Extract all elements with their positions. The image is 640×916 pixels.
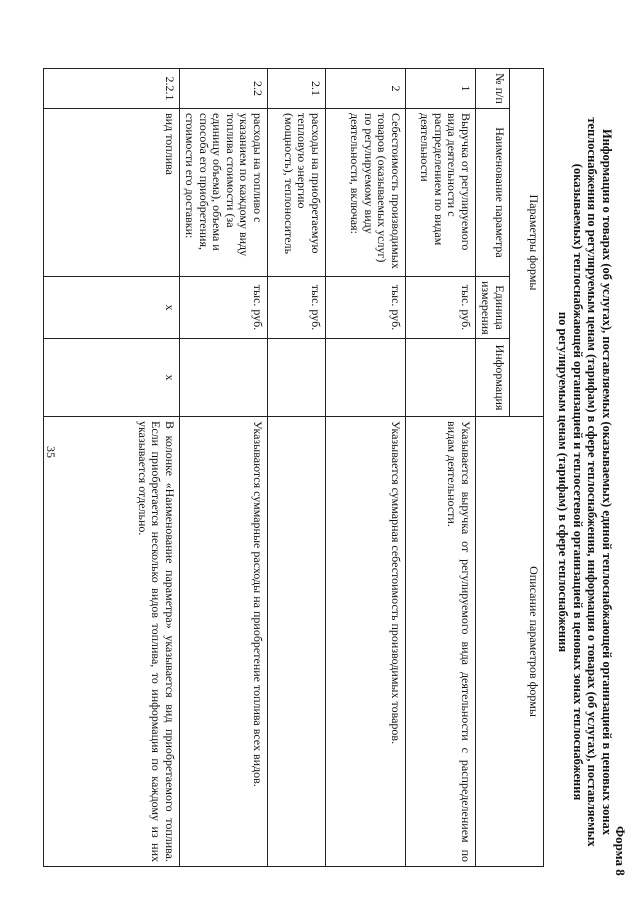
row-description: Указываются суммарные расходы на приобретение топлива всех видов. [180,417,268,867]
col-header-num: № п/п [476,69,510,109]
row-description: В колонке «Наименование параметра» указывается вид приобретаемого топлива. Если приобретается несколько видов топлива, то информация по каждому из них указывается отдельно. [44,417,180,867]
row-num: 1 [406,69,476,109]
row-unit: x [44,277,180,339]
row-unit: тыс. руб. [406,277,476,339]
table-row [326,69,406,867]
table-row [406,69,476,867]
row-info [180,339,268,417]
row-info [406,339,476,417]
row-num: 2 [326,69,406,109]
document-title [556,82,614,882]
row-name: Выручка от регулируемого вида деятельности с распределением по видам деятельности [406,109,476,277]
row-description: Указывается суммарная себестоимость производимых товаров. [326,417,406,867]
description-header: Описание параметров формы [476,417,544,867]
title-line: по регулируемым ценам (тарифам) в сфере теплоснабжения [556,311,571,653]
col-header-unit: Единица измерения [476,277,510,339]
table-row [44,69,180,867]
row-unit: тыс. руб. [326,277,406,339]
table-row [268,69,326,867]
row-name: расходы на приобретаемую тепловую энергию (мощность), теплоноситель [268,109,326,277]
row-info: x [44,339,180,417]
row-unit: тыс. руб. [268,277,326,339]
row-num: 2.2 [180,69,268,109]
row-description: Указывается выручка от регулируемого вида деятельности с распределением по видам деятельности. [406,417,476,867]
page-number: 35 [44,446,58,458]
row-unit: тыс. руб. [180,277,268,339]
row-name: расходы на топливо с указанием по каждому виду топлива стоимости (за единицу объема), объема и способа его приобретения, стоимости его доставки: [180,109,268,277]
table-row [180,69,268,867]
title-line: (оказываемых) теплоснабжающей организацией и теплосетевой организацией в ценовых зонах теплоснабжения [571,163,585,801]
form-label: Форма 8 [613,826,628,876]
table-header-row [510,69,544,867]
title-line: теплоснабжения по регулируемым ценам (тарифам) в сфере теплоснабжения, информация о товарах (об услугах), поставляемых [585,117,600,847]
title-line: Информация о товарах (об услугах), поставляемых (оказываемых) единой теплоснабжающей организацией в ценовых зонах [600,128,614,836]
row-info [326,339,406,417]
row-info [268,339,326,417]
row-name: вид топлива [44,109,180,277]
row-description [268,417,326,867]
row-name: Себестоимость производимых товаров (оказываемых услуг) по регулируемому виду деятельности, включая: [326,109,406,277]
col-header-info: Информация [476,339,510,417]
row-num: 2.2.1 [44,69,180,109]
col-header-name: Наименование параметра [476,109,510,277]
row-num: 2.1 [268,69,326,109]
group-header: Параметры формы [510,69,544,417]
parameters-table [43,68,544,867]
